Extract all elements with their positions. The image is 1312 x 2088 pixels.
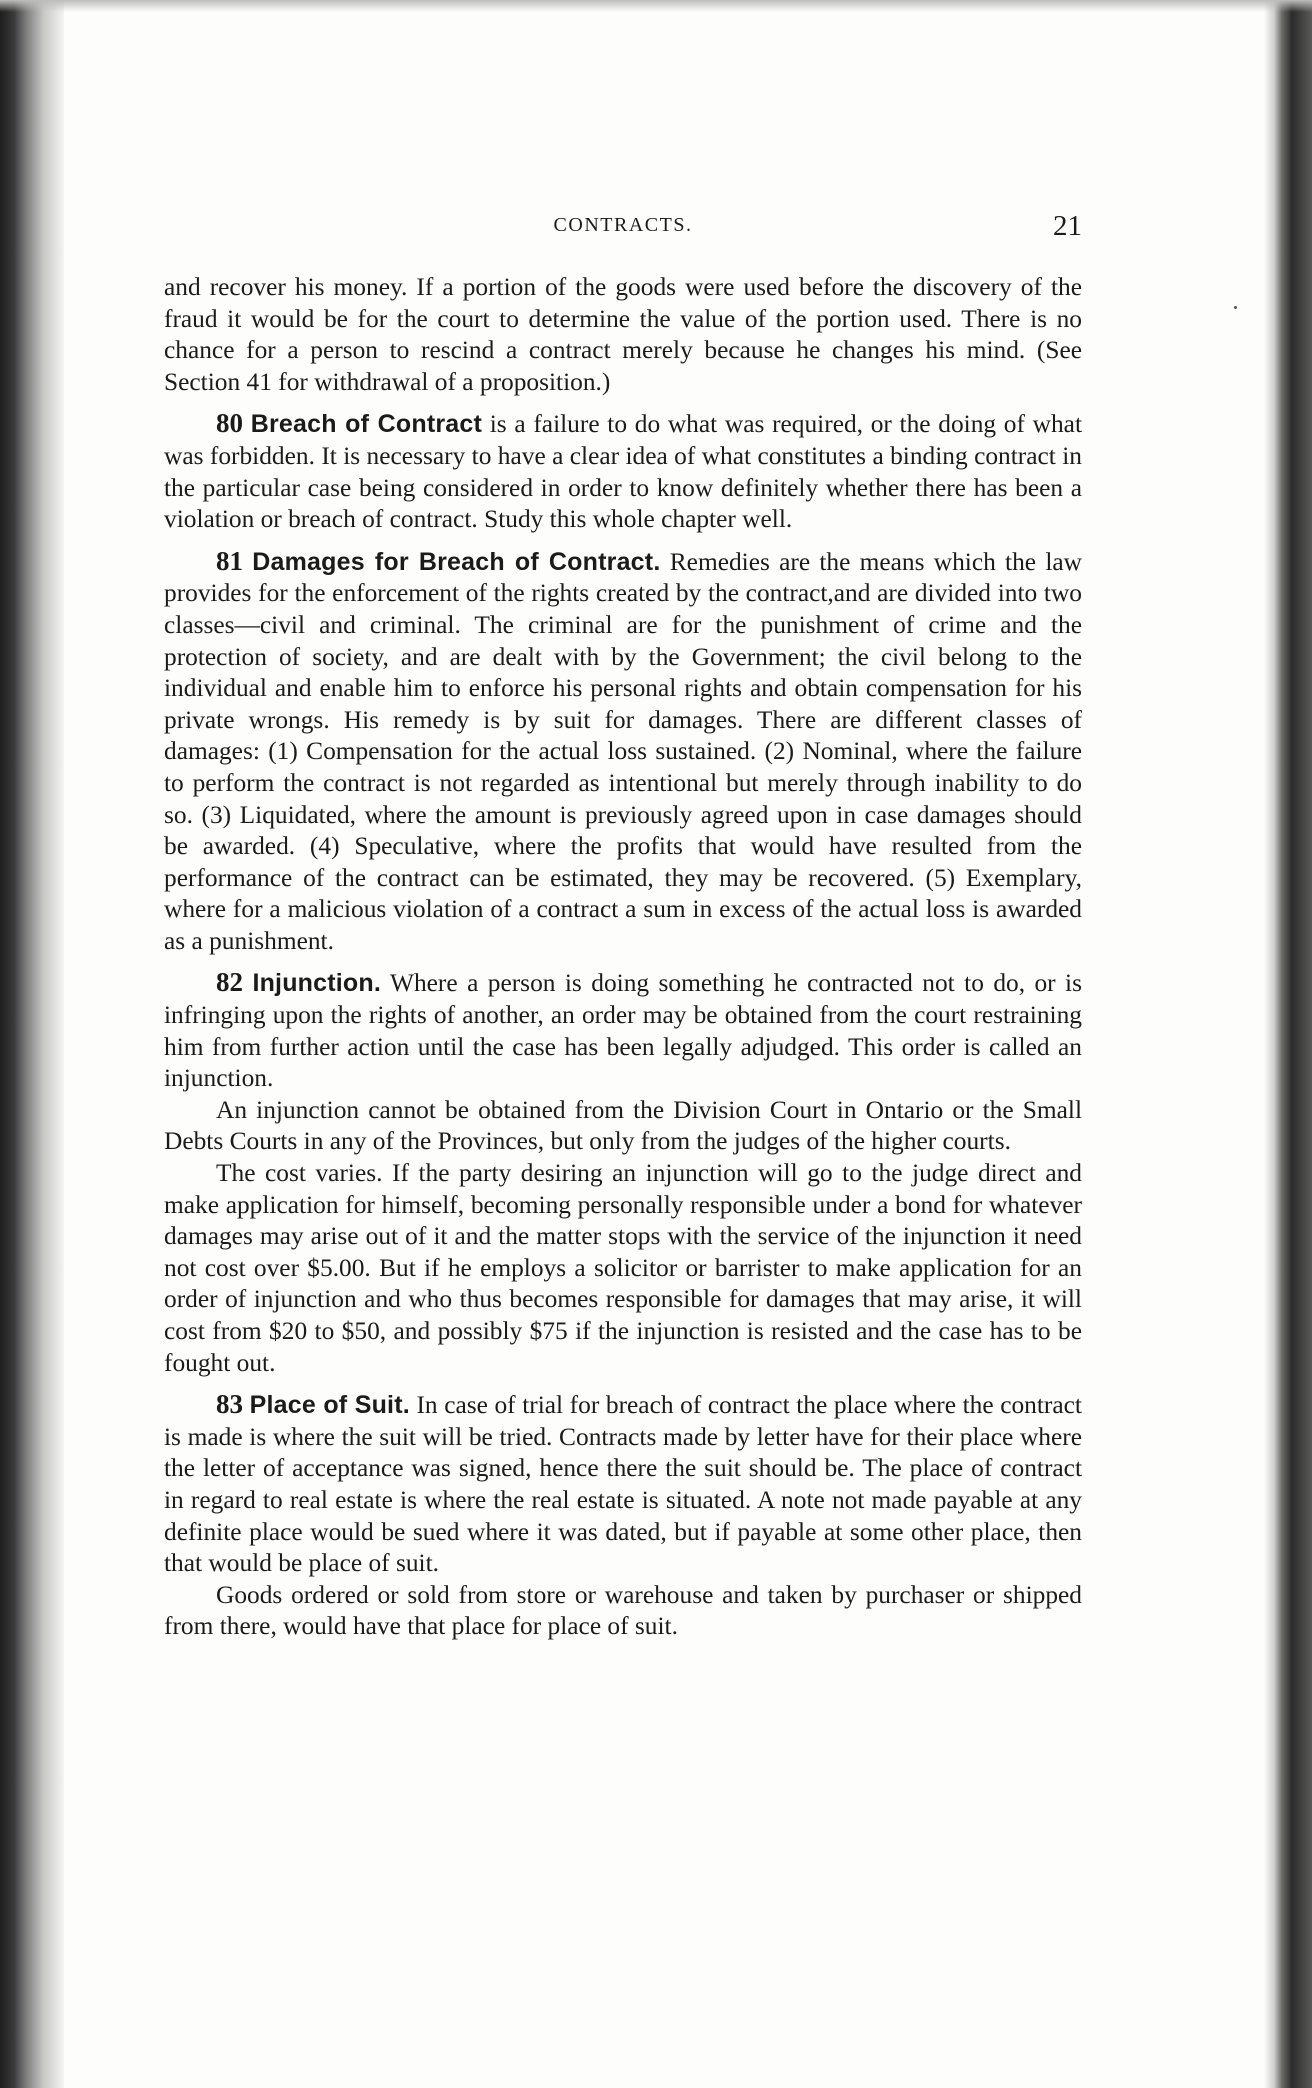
section-heading: Place of Suit.: [249, 1391, 410, 1420]
binding-gutter: [0, 0, 64, 2088]
section-83: [164, 1389, 1082, 1580]
section-number: 83: [216, 1389, 243, 1420]
section-80: [164, 408, 1082, 535]
paragraph-text: The cost varies. If the party desiring an injunction will go to the judge direct and make application for himself, becoming personally responsible under a bond for whatever damages may arise out of it and the matter stops with the service of the injunction it need not cost over $5.00. But if he employs a solicitor or barrister to make application for an order of injunction and who thus becomes responsible for damages that may arise, it will cost from $20 to $50, and possibly $75 if the injunction is resisted and the case has to be fought out.: [164, 1159, 1082, 1377]
running-title: CONTRACTS.: [553, 214, 693, 236]
section-number: 82: [216, 967, 243, 998]
paragraph-text: An injunction cannot be obtained from the Division Court in Ontario or the Small Debts Courts in any of the Provinces, but only from the judges of the higher courts.: [164, 1095, 1082, 1156]
page-number: 21: [1053, 210, 1082, 242]
paragraph-text: is a failure to do what was required, or the doing of what was forbidden. It is necessary to have a clear idea of what constitutes a binding contract in the particular case being considered in order to know definitely whether there has been a violation or breach of contract. Study this whole chapter well.: [164, 410, 1082, 534]
page-edge: [1264, 0, 1312, 2088]
section-81: [164, 546, 1082, 958]
paragraph-continuation: [164, 272, 1082, 398]
paragraph-goods-place: [164, 1580, 1082, 1643]
running-head: [164, 210, 1082, 250]
paragraph-text: Goods ordered or sold from store or warehouse and taken by purchaser or shipped from there, would have that place for place of suit.: [164, 1580, 1082, 1641]
page-content: [164, 210, 1082, 1643]
section-heading: Damages for Breach of Contract.: [252, 547, 661, 576]
top-shade: [0, 0, 1312, 12]
paragraph-injunction-cost: [164, 1158, 1082, 1379]
section-82: [164, 967, 1082, 1094]
speck: [1234, 306, 1237, 309]
section-heading: Injunction.: [252, 969, 382, 998]
paragraph-text: In case of trial for breach of contract the place where the contract is made is where the suit will be tried. Contracts made by letter have for their place where the letter of acceptance was signed, hence there the suit should be. The place of contract in regard to real estate is where the real estate is situated. A note not made payable at any definite place would be sued where it was dated, but if payable at some other place, then that would be place of suit.: [164, 1391, 1082, 1578]
paragraph-text: and recover his money. If a portion of the goods were used before the discovery of the fraud it would be for the court to determine the value of the portion used. There is no chance for a person to rescind a contract merely because he changes his mind. (See Section 41 for withdrawal of a proposition.): [164, 273, 1082, 396]
section-heading: Breach of Contract: [250, 410, 483, 439]
paragraph-injunction-courts: [164, 1095, 1082, 1158]
section-number: 80: [216, 408, 243, 439]
paragraph-text: Where a person is doing something he contracted not to do, or is infringing upon the rights of another, an order may be obtained from the court restraining him from further action until the case has been legally adjudged. This order is called an injunction.: [164, 969, 1082, 1093]
paragraph-text: Remedies are the means which the law provides for the enforcement of the rights created by the contract,and are divided into two classes—civil and criminal. The criminal are for the punishment of crime and the protection of society, and are dealt with by the Government; the civil belong to the individual and enable him to enforce his personal rights and obtain compensation for his private wrongs. His remedy is by suit for damages. There are different classes of damages: (1) Compensation for the actual loss sustained. (2) Nominal, where the failure to perform the contract is not regarded as intentional but merely through inability to do so. (3) Liquidated, where the amount is previously agreed upon in case damages should be awarded. (4) Speculative, where the profits that would have resulted from the performance of the contract can be estimated, they may be recovered. (5) Exemplary, where for a malicious violation of a contract a sum in excess of the actual loss is awarded as a punishment.: [164, 547, 1082, 955]
section-number: 81: [216, 545, 243, 576]
